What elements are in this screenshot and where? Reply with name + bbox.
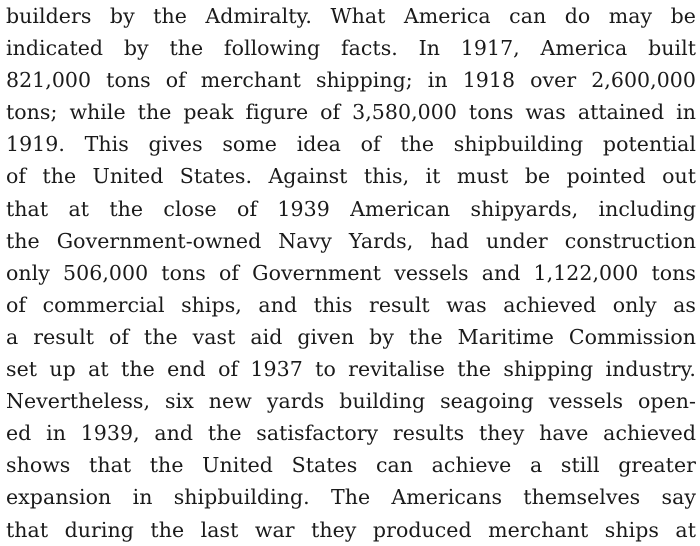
text-line-2: indicated by the following facts. In 1917, America built xyxy=(6,36,696,61)
text-line-14: ed in 1939, and the satisfactory results they have achieved xyxy=(6,421,696,446)
text-line-1: builders by the Admiralty. What America can do may be xyxy=(6,4,696,28)
text-line-4: tons; while the peak figure of 3,580,000 tons was attained in xyxy=(6,100,696,125)
text-line-7: that at the close of 1939 American shipyards, including xyxy=(6,196,696,221)
text-line-6: of the United States. Against this, it must be pointed out xyxy=(6,164,696,189)
body-text xyxy=(6,0,696,546)
text-line-9: only 506,000 tons of Government vessels and 1,122,000 tons xyxy=(6,260,696,285)
text-line-5: 1919. This gives some idea of the shipbuilding potential xyxy=(6,132,696,157)
text-line-3: 821,000 tons of merchant shipping; in 1918 over 2,600,000 xyxy=(6,68,696,93)
text-line-16: expansion in shipbuilding. The Americans themselves say xyxy=(6,485,696,510)
text-line-15: shows that the United States can achieve a still greater xyxy=(6,453,696,478)
text-line-8: the Government-owned Navy Yards, had under construction xyxy=(6,228,696,253)
text-line-13: Nevertheless, six new yards building seagoing vessels open- xyxy=(6,389,696,414)
text-line-11: a result of the vast aid given by the Maritime Commission xyxy=(6,324,696,349)
text-line-12: set up at the end of 1937 to revitalise the shipping industry. xyxy=(6,357,696,382)
text-line-17: that during the last war they produced merchant ships at xyxy=(6,517,696,542)
text-line-10: of commercial ships, and this result was achieved only as xyxy=(6,292,696,317)
